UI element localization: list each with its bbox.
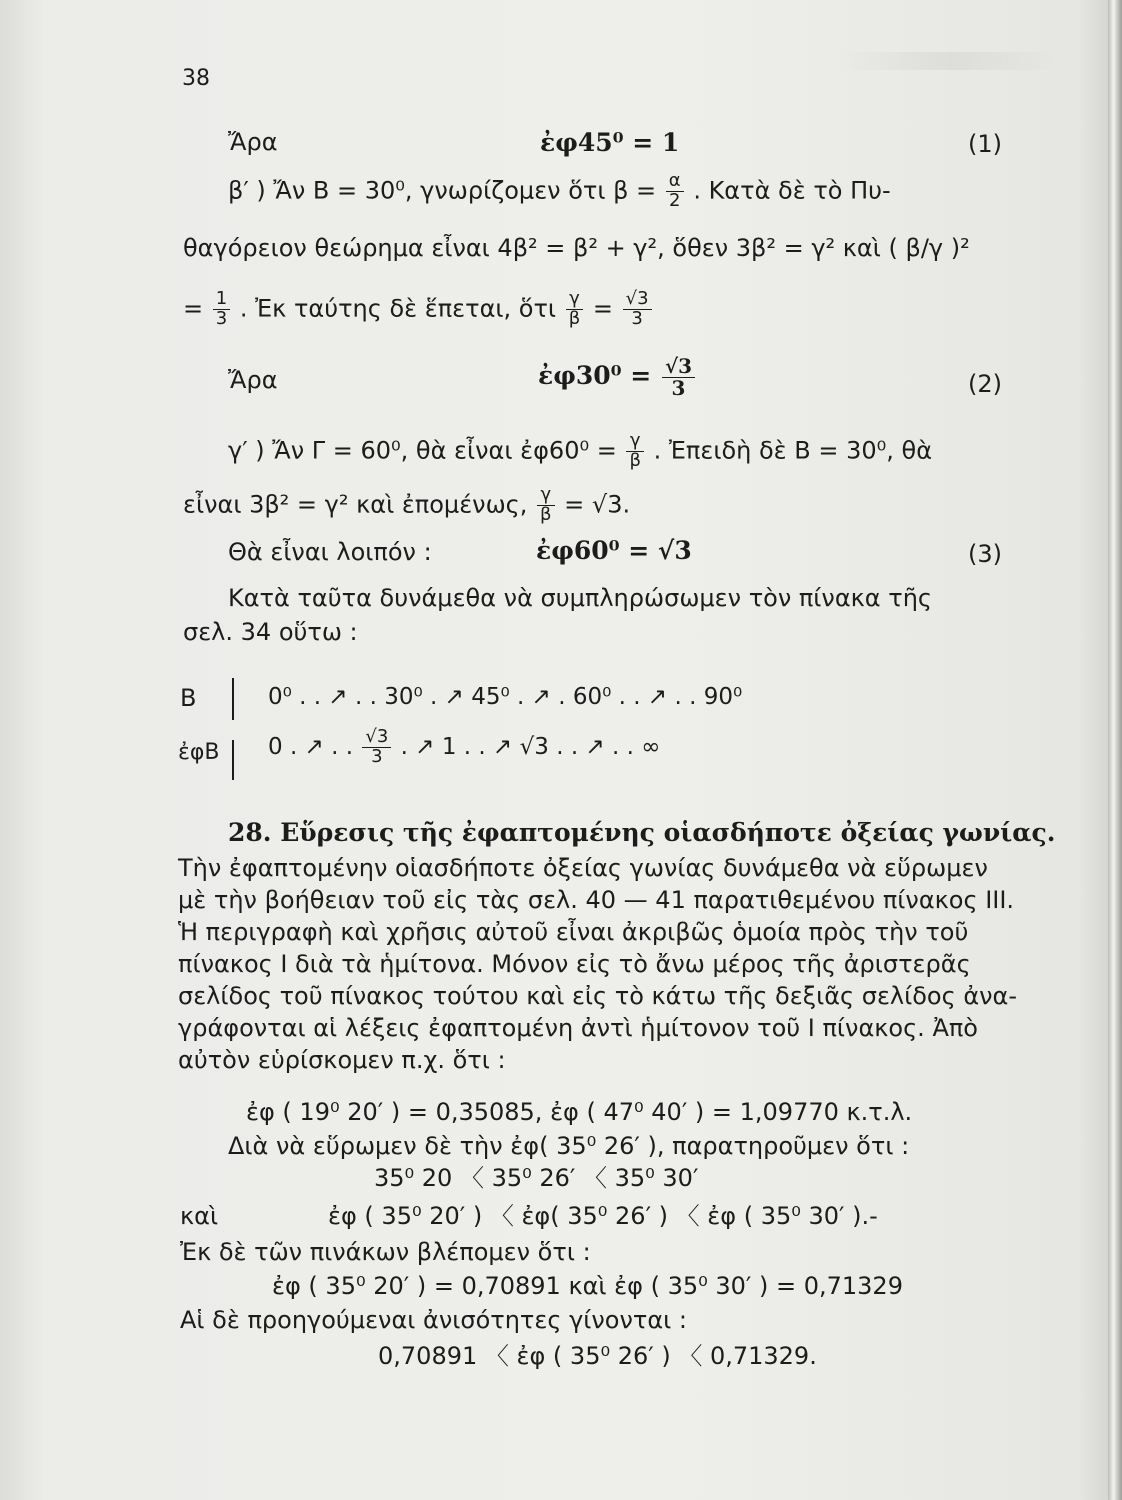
table-row-b-label: Β [180, 684, 197, 712]
fraction-denominator: β [568, 307, 581, 329]
beta-line1-b: . Κατὰ δὲ τὸ Πυ- [693, 176, 891, 205]
equals-sign: = [592, 294, 613, 323]
print-bleed [835, 52, 1065, 70]
fraction-denominator: 2 [669, 189, 681, 211]
paragraph-line: αὐτὸν εὑρίσκομεν π.χ. ὅτι : [178, 1046, 506, 1074]
section-paragraph [178, 852, 1048, 1076]
eq2-formula [538, 356, 697, 399]
fraction-numerator: γ [566, 290, 584, 310]
fraction-root3-over-3 [662, 356, 695, 399]
gamma-case-line1 [228, 432, 932, 471]
fraction-1-over-3 [213, 290, 230, 329]
eq1-formula: ἐφ45⁰ = 1 [540, 128, 680, 157]
page-edge [1108, 0, 1122, 1500]
kai-word: καὶ [180, 1202, 219, 1230]
fraction-numerator: 1 [213, 290, 230, 310]
paragraph-line: σελίδος τοῦ πίνακος τούτου καὶ εἰς τὸ κάτω τῆς δεξιᾶς σελίδος ἀνα- [178, 982, 1018, 1010]
fraction-numerator: γ [537, 486, 555, 506]
fraction-root3-over-3 [623, 290, 652, 329]
table-row-tan-values [268, 728, 660, 767]
gamma-case-line2 [183, 486, 630, 525]
fraction-numerator: γ [626, 432, 644, 452]
table-divider-bottom [232, 740, 234, 780]
table-intro-line1: Κατὰ ταῦτα δυνάμεθα νὰ συμπληρώσωμεν τὸν πίνακα τῆς [228, 584, 932, 612]
fraction-gamma-over-beta [626, 432, 644, 471]
paragraph-line: πίνακος Ι διὰ τὰ ἡμίτονα. Μόνον εἰς τὸ ἄνω μέρος τῆς ἀριστερᾶς [178, 950, 971, 978]
final-inequality: 0,70891 〈 ἐφ ( 35⁰ 26′ ) 〈 0,71329. [378, 1342, 817, 1370]
eq2-formula-a: ἐφ30⁰ = [538, 361, 652, 390]
fraction-denominator: β [629, 449, 641, 471]
fraction-numerator: α [666, 172, 684, 192]
section-line-inequalities: Αἱ δὲ προηγούμεναι ἀνισότητες γίνονται : [180, 1306, 687, 1334]
table-row-tan-b: . ↗ 1 . . ↗ √3 . . ↗ . . ∞ [400, 733, 661, 760]
eq2-number: (2) [968, 370, 1002, 398]
page-number: 38 [182, 66, 210, 91]
section-title: 28. Εὕρεσις τῆς ἐφαπτομένης οἱασδήποτε ὀξείας γωνίας. [228, 818, 1056, 847]
gamma-line1-a: γ′ ) Ἄν Γ = 60⁰, θὰ εἶναι ἐφ60⁰ = [228, 436, 617, 465]
beta-case-line1 [228, 172, 891, 211]
fraction-denominator: 3 [215, 307, 228, 329]
fraction-denominator: 3 [371, 745, 383, 767]
fraction-numerator: √3 [362, 728, 391, 748]
eq1-lead: Ἄρα [228, 128, 278, 156]
eq3-formula: ἐφ60⁰ = √3 [536, 536, 692, 565]
example-values: ἐφ ( 35⁰ 20′ ) = 0,70891 καὶ ἐφ ( 35⁰ 30′ ) = 0,71329 [272, 1272, 903, 1300]
gamma-line2-b: = √3. [564, 490, 631, 519]
fraction-numerator: √3 [623, 290, 652, 310]
fraction-denominator: 3 [631, 307, 643, 329]
beta-case-line3 [183, 290, 654, 329]
beta-line2-a: θαγόρειον θεώρημα εἶναι 4β² = β² + γ², ὅθεν 3β² = γ² καὶ [183, 234, 881, 262]
example-tangents: ἐφ ( 19⁰ 20′ ) = 0,35085, ἐφ ( 47⁰ 40′ ) = 1,09770 κ.τ.λ. [246, 1098, 913, 1126]
table-intro-line2: σελ. 34 οὕτω : [183, 618, 358, 646]
beta-line3-a: = [183, 294, 204, 323]
beta-gamma-squared: ( β/γ )² [888, 234, 970, 262]
eq3-lead: Θὰ εἶναι λοιπόν : [228, 538, 432, 566]
fraction-denominator: β [540, 503, 552, 525]
section-line-find: Διὰ νὰ εὕρωμεν δὲ τὴν ἐφ( 35⁰ 26′ ), παρατηροῦμεν ὅτι : [228, 1132, 910, 1160]
angle-inequality: 35⁰ 20 〈 35⁰ 26′ 〈 35⁰ 30′ [374, 1164, 699, 1192]
eq1-number: (1) [968, 130, 1002, 158]
beta-case-line2 [183, 236, 970, 260]
table-divider-top [232, 678, 234, 720]
beta-line3-b: . Ἐκ ταύτης δὲ ἕπεται, ὅτι [239, 294, 557, 323]
paragraph-line: Ἡ περιγραφὴ καὶ χρῆσις αὐτοῦ εἶναι ἀκριβῶς ὁμοία πρὸς τὴν τοῦ [178, 918, 969, 946]
fraction-numerator: √3 [662, 356, 695, 378]
eq3-number: (3) [968, 540, 1002, 568]
fraction-denominator: 3 [671, 376, 686, 400]
table-row-tan-a: 0 . ↗ . . [268, 733, 354, 760]
table-row-b-values: 0⁰ . . ↗ . . 30⁰ . ↗ 45⁰ . ↗ . 60⁰ . . ↗ . . 90⁰ [268, 684, 743, 710]
fraction-a-over-2 [666, 172, 684, 211]
fraction-gamma-over-beta [537, 486, 555, 525]
tangent-inequality: ἐφ ( 35⁰ 20′ ) 〈 ἐφ( 35⁰ 26′ ) 〈 ἐφ ( 35⁰ 30′ ).- [328, 1202, 878, 1230]
gamma-line1-b: . Ἐπειδὴ δὲ Β = 30⁰, θὰ [653, 436, 933, 465]
paragraph-line: γράφονται αἱ λέξεις ἐφαπτομένη ἀντὶ ἡμίτονον τοῦ Ι πίνακος. Ἀπὸ [178, 1014, 978, 1042]
eq2-lead: Ἄρα [228, 366, 278, 394]
fraction-gamma-over-beta [566, 290, 584, 329]
beta-line1-a: β′ ) Ἄν Β = 30⁰, γνωρίζομεν ὅτι β = [228, 176, 657, 205]
fraction-root3-over-3 [362, 728, 391, 767]
gamma-line2-a: εἶναι 3β² = γ² καὶ ἐπομένως, [183, 490, 528, 519]
paragraph-line: μὲ τὴν βοήθειαν τοῦ εἰς τὰς σελ. 40 — 41 παρατιθεμένου πίνακος ΙΙΙ. [178, 886, 1015, 914]
section-line-tables: Ἐκ δὲ τῶν πινάκων βλέπομεν ὅτι : [180, 1238, 591, 1266]
paragraph-line: Τὴν ἐφαπτομένην οἱασδήποτε ὀξείας γωνίας δυνάμεθα νὰ εὕρωμεν [178, 854, 988, 882]
table-row-tan-label: ἐφΒ [178, 740, 220, 765]
